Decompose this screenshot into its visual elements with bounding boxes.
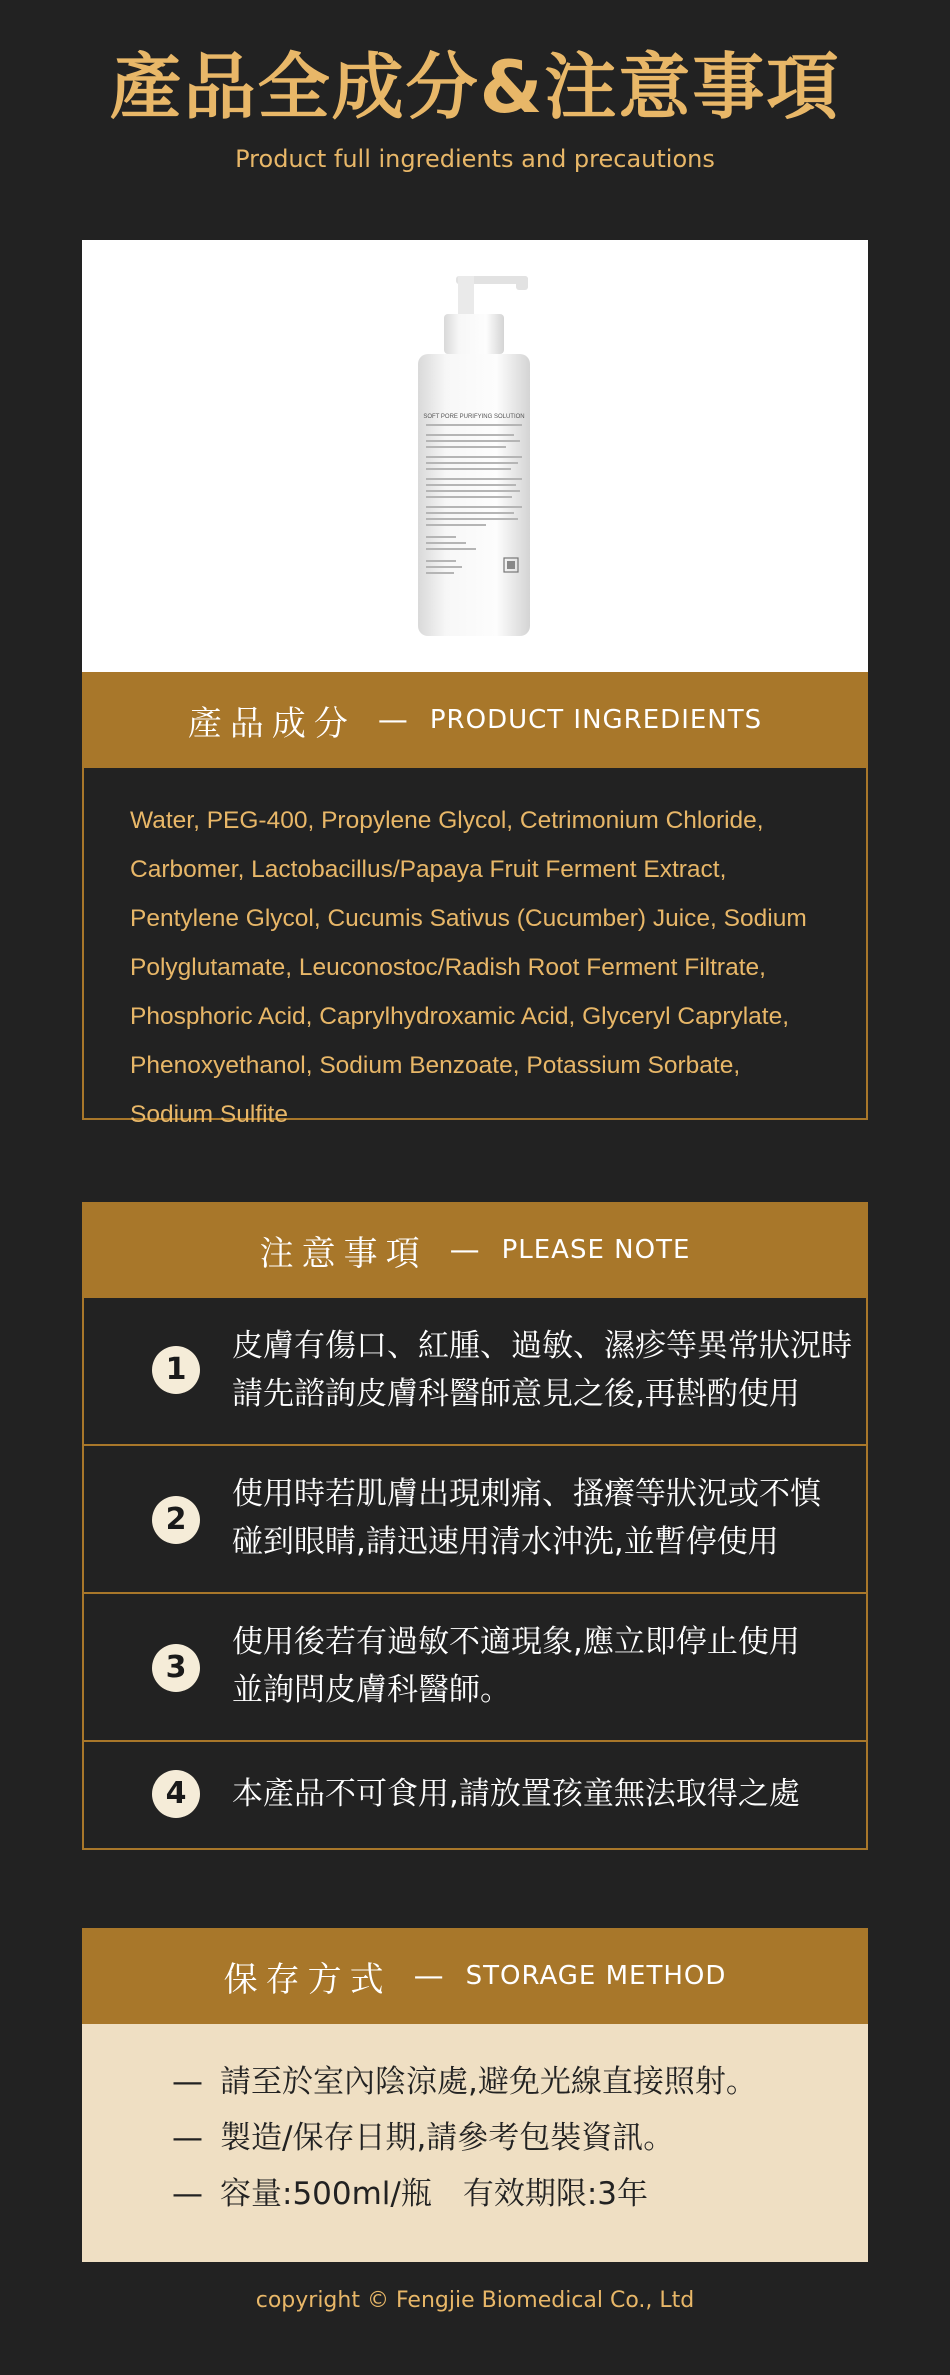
storage-title-en: STORAGE METHOD — [465, 1961, 727, 1991]
storage-header — [82, 1928, 868, 2024]
ingredients-body — [82, 768, 868, 1128]
storage-line — [172, 2170, 648, 2218]
note-text — [232, 1322, 852, 1418]
bottle-label: SOFT PORE PURIFYING SOLUTION — [423, 414, 525, 420]
note-text — [232, 1618, 852, 1714]
storage-line — [172, 2114, 674, 2162]
header-dash: — — [449, 1232, 480, 1268]
note-number-badge: 4 — [152, 1770, 200, 1818]
storage-body — [82, 2024, 868, 2262]
notes-header — [82, 1202, 868, 1298]
note-line: 皮膚有傷口、紅腫、過敏、濕疹等異常狀況時 — [232, 1328, 852, 1364]
storage-title-zh: 保存方式 — [223, 1959, 392, 2000]
note-item — [82, 1594, 868, 1742]
note-line: 本產品不可食用,請放置孩童無法取得之處 — [232, 1776, 800, 1812]
product-card — [82, 240, 868, 1128]
ingredients-header — [82, 672, 868, 768]
product-image-box — [82, 240, 868, 672]
storage-line — [172, 2058, 757, 2106]
note-line: 並詢問皮膚科醫師。 — [232, 1672, 511, 1708]
bullet-dash: — — [172, 2120, 203, 2156]
bottle-image — [404, 270, 544, 642]
ingredients-text: Water, PEG-400, Propylene Glycol, Cetrimonium Chloride, Carbomer, Lactobacillus/Papaya Fruit Ferment Extract, Pentylene Glycol, Cucumis Sativus (Cucumber) Juice, Sodium Polyglutamate, Leuconostoc/Radish Root Ferment Filtrate, Phosphoric Acid, Caprylhydroxamic Acid, Glyceryl Caprylate, Phenoxyethanol, Sodium Benzoate, Potassium Sorbate, Sodium Sulfite — [130, 807, 807, 1128]
storage-line-text: 製造/保存日期,請參考包裝資訊。 — [220, 2120, 675, 2156]
page-title: 產品全成分&注意事項 — [109, 45, 841, 129]
note-number-badge: 1 — [152, 1346, 200, 1394]
page-subtitle: Product full ingredients and precautions — [235, 145, 715, 173]
bullet-dash: — — [172, 2064, 203, 2100]
ingredients-title-en: PRODUCT INGREDIENTS — [429, 705, 763, 735]
note-number-badge: 3 — [152, 1644, 200, 1692]
copyright-text: copyright © Fengjie Biomedical Co., Ltd — [255, 2288, 695, 2313]
note-line: 使用後若有過敏不適現象,應立即停止使用 — [232, 1624, 800, 1660]
note-item — [82, 1742, 868, 1850]
storage-card — [82, 1928, 868, 2262]
note-item — [82, 1446, 868, 1594]
ingredients-title-zh: 產品成分 — [187, 703, 356, 744]
notes-title-en: PLEASE NOTE — [501, 1235, 691, 1265]
bullet-dash: — — [172, 2176, 203, 2212]
note-number-badge: 2 — [152, 1496, 200, 1544]
note-item — [82, 1298, 868, 1446]
note-text — [232, 1770, 852, 1818]
notes-title-zh: 注意事項 — [259, 1233, 428, 1274]
note-line: 請先諮詢皮膚科醫師意見之後,再斟酌使用 — [232, 1376, 800, 1412]
note-line: 碰到眼睛,請迅速用清水沖洗,並暫停使用 — [232, 1524, 779, 1560]
storage-line-text: 容量:500ml/瓶 有效期限:3年 — [220, 2176, 649, 2212]
storage-line-text: 請至於室內陰涼處,避免光線直接照射。 — [220, 2064, 757, 2100]
header-dash: — — [377, 702, 408, 738]
notes-card — [82, 1202, 868, 1850]
header-dash: — — [413, 1958, 444, 1994]
note-text — [232, 1470, 852, 1566]
note-line: 使用時若肌膚出現刺痛、搔癢等狀況或不慎 — [232, 1476, 821, 1512]
